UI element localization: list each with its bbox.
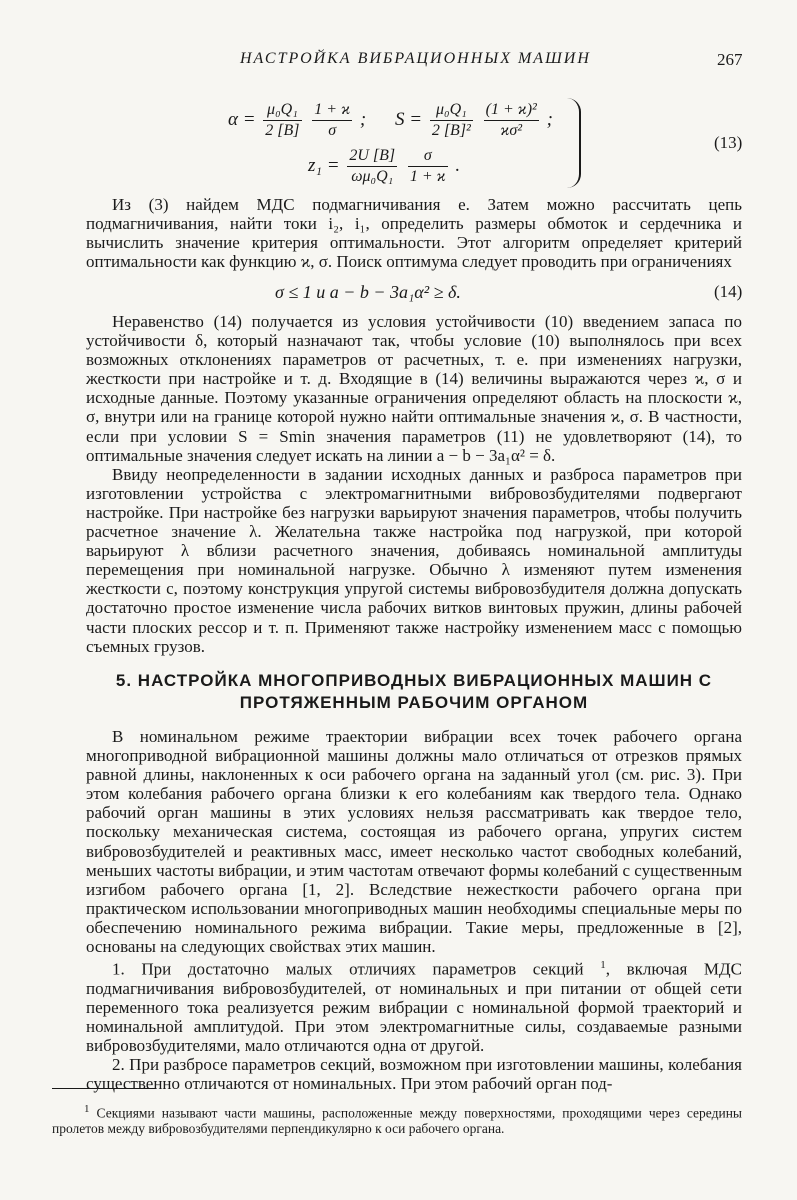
paragraph-5-rest: , включая МДС подмагничивания вибровозбудителей, от номинальных и при питании от общей сети переменного тока реализуется режим вибрации с номинальной формой траекторий и номинальной амплитудой. При этом электромагнитные силы, создаваемые разными вибровозбудителями, мало отличаются одна от другой. bbox=[86, 959, 742, 1056]
section-heading bbox=[86, 670, 742, 714]
footnote-divider bbox=[52, 1088, 156, 1089]
formula-s bbox=[395, 100, 553, 141]
formula-z bbox=[308, 146, 460, 187]
footnote-text-wrap bbox=[52, 1102, 742, 1137]
running-title: НАСТРОЙКА ВИБРАЦИОННЫХ МАШИН bbox=[240, 50, 591, 67]
s-fraction-1: $\frac{\text{μ₀Q₁}}{\text{2 [B]²}}$ bbox=[431, 101, 471, 139]
equation-number-13: (13) bbox=[714, 133, 743, 152]
paragraph-1-text: Из (3) найдем МДС подмагничивания e. Затем можно рассчитать цепь подмагничивания, найти токи i₂, i₁, определить размеры обмоток и сердечника и вычислить значение критерия оптимальности. Этот алгоритм определяет критерий оптимальности как функцию ϰ, σ. Поиск оптимума следует проводить при ограничениях bbox=[86, 195, 742, 272]
z-fraction-1: $\frac{2U [B]}{\text{ωμ₀Q₁}}$ bbox=[349, 147, 396, 185]
paragraph-2: Неравенство (14) получается из условия устойчивости (10) введением запаса по устойчивости δ, который назначают так, чтобы условие (10) выполнялось при всех возможных отклонениях параметров от расчетных, т. е. при изменениях нагрузки, жесткости при настройке и т. д. Входящие в (14) величины выражаются через ϰ, σ и исходные данные. Поэтому указанные ограничения определяют область на плоскости ϰ, σ, внутри или на границе которой нужно найти оптимальные значения ϰ, σ. В частности, если при условии S = Smin значения параметров (11) не удовлетворяют (14), то оптимальные значения следует искать на линии a − b − 3a₁α² = δ. bbox=[86, 312, 742, 465]
section-heading-line-2: ПРОТЯЖЕННЫМ РАБОЧИМ ОРГАНОМ bbox=[239, 693, 589, 712]
footnote-text: Секциями называют части машины, расположенные между поверхностями, проходящими через середины пролетов между вибровозбудителями перпендикулярно к оси рабочего органа. bbox=[52, 1105, 742, 1136]
formula-end-dot: . bbox=[455, 154, 461, 176]
paragraph-4: В номинальном режиме траектории вибрации всех точек рабочего органа многоприводной вибрационной машины должны мало отличаться от отрезков прямых равной длины, наклоненных к оси рабочего органа на заданный угол (см. рис. 3). При этом колебания рабочего органа близки к его колебаниям как твердого тела. Однако рабочий орган машины в этих условиях нельзя рассматривать как твердое тело, поскольку механическая система, состоящая из рабочего органа, упругих систем вибровозбудителей и реактивных масс, имеет несколько частот свободных колебаний, меньших частоты вибрации, и этим частотам отвечают формы колебаний с существенным изгибом рабочего органа [1, 2]. Вследствие нежесткости рабочего органа при практическом использовании многоприводных машин необходимы специальные меры по обеспечению номинального режима вибрации. Такие меры, предложенные в [2], основаны на следующих свойствах этих машин. bbox=[86, 727, 742, 957]
paragraph-3: Ввиду неопределенности в задании исходных данных и разброса параметров при изготовлении устройства с электромагнитными вибровозбудителями подвергают настройке. При настройке без нагрузки варьируют значения параметров, чтобы получить расчетное значение λ. Желательна также настройка под нагрузкой, при которой варьируют λ вблизи расчетного значения, добиваясь номинальной амплитуды перемещения при номинальной нагрузке. Обычно λ изменяют путем изменения жесткости c, поэтому конструкция упругой системы вибровозбудителя должна допускать достаточно простое изменение числа рабочих витков винтовых пружин, длины рабочей части плоских рессор и т. п. Применяют также настройку изменением масс с помощью съемных грузов. bbox=[86, 464, 742, 656]
formula-alpha bbox=[228, 100, 366, 141]
formula-separator-2: ; bbox=[546, 108, 553, 130]
footnote bbox=[52, 1102, 742, 1137]
formula-brace bbox=[565, 98, 581, 188]
paragraph-block-2 bbox=[86, 312, 742, 656]
footnote-ref: 1 bbox=[600, 959, 606, 972]
page-number: 267 bbox=[717, 50, 743, 69]
footnote-mark: 1 bbox=[84, 1103, 90, 1115]
s-lhs: S = bbox=[395, 108, 423, 130]
s-fraction-2: $\frac{\text{(1 + ϰ)²}}{\text{ϰσ²}}$ bbox=[485, 101, 537, 139]
paragraph-5 bbox=[86, 956, 742, 1055]
section-heading-line-1: 5. НАСТРОЙКА МНОГОПРИВОДНЫХ ВИБРАЦИОННЫХ МАШИН С bbox=[115, 671, 713, 690]
z-lhs: z₁ = bbox=[308, 154, 340, 176]
alpha-fraction-2: $\frac{1 + ϰ}{\sigma}$ bbox=[314, 101, 351, 139]
paragraph-6: 2. При разбросе параметров секций, возможном при изготовлении машины, колебания существенно отличаются от номинальных. При этом рабочий орган под- bbox=[86, 1055, 742, 1094]
alpha-lhs: α = bbox=[228, 108, 256, 130]
inequality-14: σ ≤ 1 и a − b − 3a₁α² ≥ δ. bbox=[275, 282, 461, 302]
section-body bbox=[86, 727, 742, 1093]
formula-separator: ; bbox=[359, 108, 367, 130]
z-fraction-2: $\frac{\sigma}{1 + ϰ}$ bbox=[409, 147, 446, 185]
alpha-fraction-1: $\frac{\text{μ₀Q₁}}{2 [B]}$ bbox=[265, 101, 300, 139]
equation-number-14: (14) bbox=[714, 282, 743, 301]
paragraph-5-start: 1. При достаточно малых отличиях параметров секций bbox=[112, 959, 584, 979]
paragraph-1 bbox=[86, 195, 742, 271]
